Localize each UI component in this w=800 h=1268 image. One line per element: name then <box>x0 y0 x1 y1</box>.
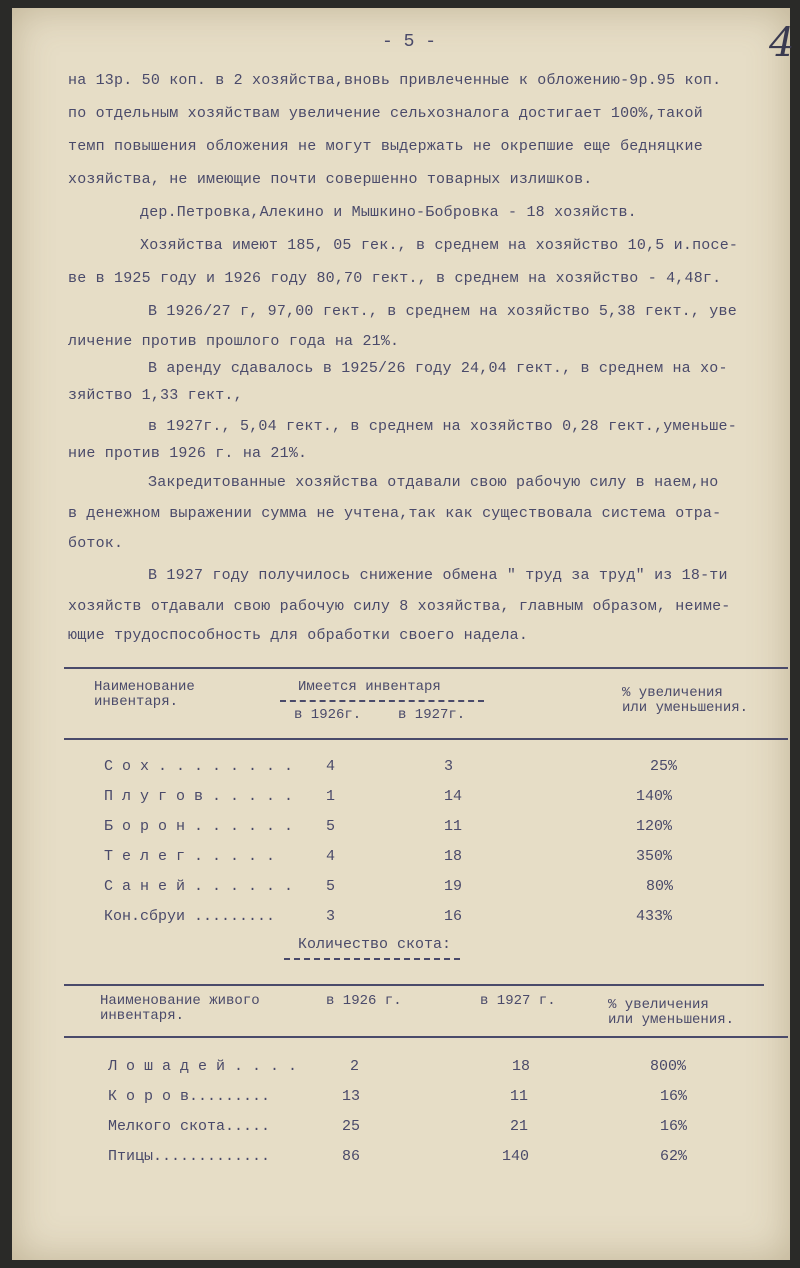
table-cell-name: Б о р о н . . . . . . <box>104 818 294 835</box>
table-cell-percent: 25% <box>650 758 678 775</box>
table-cell-name: Мелкого скота..... <box>108 1118 271 1135</box>
table-cell-percent: 16% <box>660 1118 688 1135</box>
table-cell-name: Кон.сбруи ......... <box>104 908 276 925</box>
table-cell-1926: 13 <box>342 1088 361 1105</box>
text-line: темп повышения обложения не могут выдержать не окрепшие еще бедняцкие <box>68 138 703 155</box>
table-cell-1927: 16 <box>444 908 463 925</box>
table-cell-name: Т е л е г . . . . . <box>104 848 276 865</box>
page-number: - 5 - <box>382 32 437 52</box>
document-page <box>12 8 795 1260</box>
text-line: ющие трудоспособность для обработки своего надела. <box>68 627 529 644</box>
livestock-section-title: Количество скота: <box>298 936 452 953</box>
table-cell-1926: 2 <box>350 1058 360 1075</box>
text-line: дер.Петровка,Алекино и Мышкино-Бобровка - 18 хозяйств. <box>140 204 637 221</box>
table-rule <box>64 738 788 740</box>
table-cell-1927: 18 <box>512 1058 531 1075</box>
table-rule <box>64 984 764 986</box>
table-cell-1927: 140 <box>502 1148 530 1165</box>
column-header-name: Наименование живого инвентаря. <box>100 993 260 1024</box>
table-cell-name: П л у г о в . . . . . <box>104 788 294 805</box>
table-cell-name: С а н е й . . . . . . <box>104 878 294 895</box>
text-line: зяйство 1,33 гект., <box>68 387 243 404</box>
table-cell-1927: 18 <box>444 848 463 865</box>
column-header-name: Наименование инвентаря. <box>94 679 195 710</box>
table-cell-1926: 3 <box>326 908 336 925</box>
text-line: хозяйства, не имеющие почти совершенно товарных излишков. <box>68 171 593 188</box>
table-cell-1926: 86 <box>342 1148 361 1165</box>
text-line: В аренду сдавалось в 1925/26 году 24,04 гект., в среднем на хо- <box>148 360 728 377</box>
column-header-group: Имеется инвентаря <box>298 679 441 695</box>
text-line: ве в 1925 году и 1926 году 80,70 гект., в среднем на хозяйство - 4,48г. <box>68 270 722 287</box>
text-line: Хозяйства имеют 185, 05 гек., в среднем на хозяйство 10,5 и.посе- <box>140 237 739 254</box>
table-cell-1926: 25 <box>342 1118 361 1135</box>
text-line: хозяйств отдавали свою рабочую силу 8 хозяйства, главным образом, неиме- <box>68 598 731 615</box>
table-cell-name: Л о ш а д е й . . . . <box>108 1058 298 1075</box>
table-cell-percent: 80% <box>646 878 674 895</box>
text-line: по отдельным хозяйствам увеличение сельхозналога достигает 100%,такой <box>68 105 703 122</box>
table-cell-name: С о х . . . . . . . . <box>104 758 294 775</box>
table-rule <box>64 1036 788 1038</box>
table-cell-1927: 3 <box>444 758 454 775</box>
text-line: В 1926/27 г, 97,00 гект., в среднем на хозяйство 5,38 гект., уве <box>148 303 737 320</box>
column-header-1927: в 1927г. <box>398 707 466 723</box>
table-cell-name: К о р о в......... <box>108 1088 271 1105</box>
text-line: Закредитованные хозяйства отдавали свою рабочую силу в наем,но <box>148 474 719 491</box>
table-cell-name: Птицы............. <box>108 1148 271 1165</box>
text-line: В 1927 году получилось снижение обмена " труд за труд" из 18-ти <box>148 567 728 584</box>
header-underline <box>280 700 484 702</box>
text-line: в 1927г., 5,04 гект., в среднем на хозяйство 0,28 гект.,уменьше- <box>148 418 737 435</box>
table-cell-1926: 5 <box>326 878 336 895</box>
table-cell-percent: 16% <box>660 1088 688 1105</box>
table-cell-1927: 21 <box>510 1118 529 1135</box>
text-line: боток. <box>68 535 124 552</box>
column-header-1927: в 1927 г. <box>480 993 556 1009</box>
table-cell-1926: 4 <box>326 848 336 865</box>
archive-folio-number: 4 <box>769 20 795 66</box>
table-cell-1926: 1 <box>326 788 336 805</box>
column-header-percent: % увеличения или уменьшения. <box>608 997 735 1028</box>
table-cell-1927: 11 <box>444 818 463 835</box>
table-cell-1927: 11 <box>510 1088 529 1105</box>
table-cell-percent: 62% <box>660 1148 688 1165</box>
text-line: в денежном выражении сумма не учтена,так как существовала система отра- <box>68 505 722 522</box>
table-cell-percent: 350% <box>636 848 673 865</box>
table-cell-1926: 5 <box>326 818 336 835</box>
table-cell-1927: 14 <box>444 788 463 805</box>
table-cell-1927: 19 <box>444 878 463 895</box>
table-cell-percent: 120% <box>636 818 673 835</box>
column-header-1926: в 1926 г. <box>326 993 402 1009</box>
table-cell-1926: 4 <box>326 758 336 775</box>
table-cell-percent: 433% <box>636 908 673 925</box>
text-line: личение против прошлого года на 21%. <box>68 333 400 350</box>
column-header-1926: в 1926г. <box>294 707 362 723</box>
table-rule <box>64 667 788 669</box>
text-line: ние против 1926 г. на 21%. <box>68 445 308 462</box>
table-cell-percent: 800% <box>650 1058 687 1075</box>
column-header-percent: % увеличения или уменьшения. <box>622 685 749 716</box>
text-line: на 13р. 50 коп. в 2 хозяйства,вновь привлеченные к обложению-9р.95 коп. <box>68 72 722 89</box>
title-underline <box>284 958 460 960</box>
table-cell-percent: 140% <box>636 788 673 805</box>
